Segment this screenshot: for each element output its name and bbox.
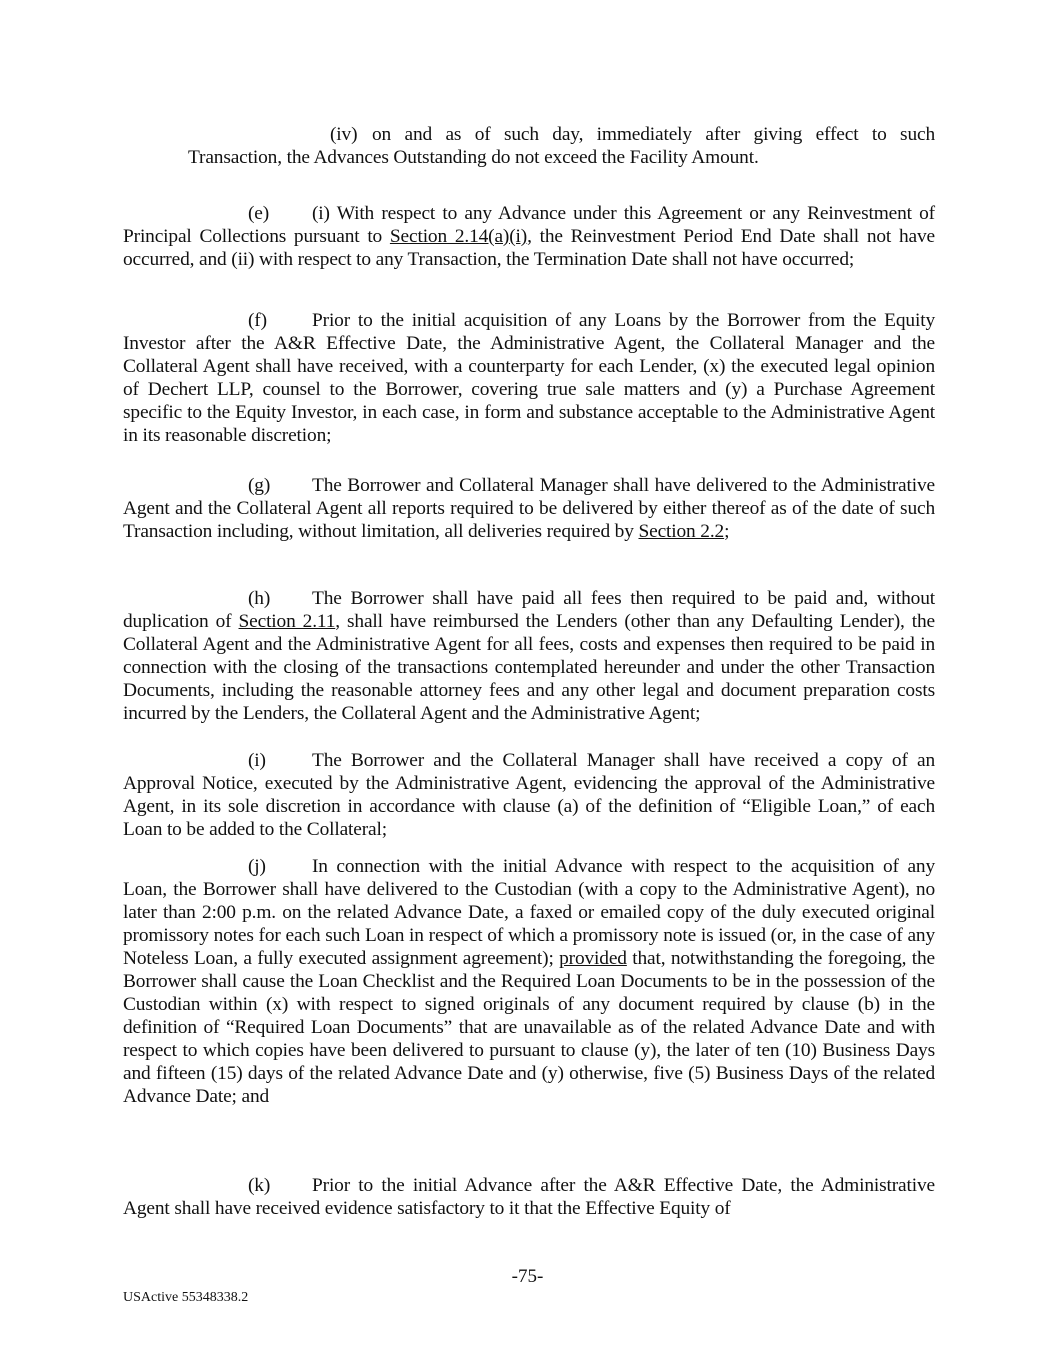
clause-label: (g) bbox=[248, 475, 271, 496]
clause-text: , shall have reimbursed the Lenders (other than any Defaulting Lender), the Collateral Agent and the Administrative Agent for all fees, costs and expenses then required to be paid in connection with the closing of the transactions contemplated hereunder and under the other Transaction Documents, including the reasonable attorney fees and any other legal and document preparation costs incurred by the Lenders, the Collateral Agent and the Administrative Agent; bbox=[123, 611, 935, 724]
clause-text: The Borrower and the Collateral Manager shall have received a copy of an Approval Notice, executed by the Administrative Agent, evidencing the approval of the Administrative Agent, in its sole discretion in accordance with clause (a) of the definition of “Eligible Loan,” of each Loan to be added to the Collateral; bbox=[123, 750, 935, 840]
section-reference: Section 2.11 bbox=[238, 611, 336, 632]
provided-term: provided bbox=[559, 948, 627, 969]
clause-text: (i) With respect to any Advance under this Agreement or any Reinvestment of Principal Collections pursuant to bbox=[123, 203, 935, 247]
clause-text: ; bbox=[724, 521, 730, 542]
document-id-footer: USActive 55348338.2 bbox=[123, 1290, 249, 1305]
clause-label: (h) bbox=[248, 588, 271, 609]
clause-text: that, notwithstanding the foregoing, the Borrower shall cause the Loan Checklist and the Required Loan Documents to be in the possession of the Custodian within (x) with respect to signed originals of any document required by clause (b) in the definition of “Required Loan Documents” that are unavailable as of the related Advance Date and with respect to which copies have been delivered to pursuant to clause (y), the later of ten (10) Business Days and fifteen (15) days of the related Advance Date and (y) otherwise, five (5) Business Days of the related Advance Date; and bbox=[123, 948, 935, 1107]
clause-text: on and as of such day, immediately after giving effect to such Transaction, the Advances Outstanding do not exceed the Facility Amount. bbox=[188, 124, 935, 168]
clause-label: (f) bbox=[248, 310, 267, 331]
clause-text: Prior to the initial acquisition of any Loans by the Borrower from the Equity Investor after the A&R Effective Date, the Administrative Agent, the Collateral Manager and the Collateral Agent shall have received, with a counterparty for each Lender, (x) the executed legal opinion of Dechert LLP, counsel to the Borrower, covering true sale matters and (y) a Purchase Agreement specific to the Equity Investor, in each case, in form and substance acceptable to the Administrative Agent in its reasonable discretion; bbox=[123, 310, 935, 446]
paragraph-f bbox=[123, 309, 935, 447]
clause-label: (j) bbox=[248, 856, 266, 877]
paragraph-h bbox=[123, 587, 935, 725]
page-number: -75- bbox=[511, 1266, 544, 1287]
clause-text: In connection with the initial Advance with respect to the acquisition of any Loan, the Borrower shall have delivered to the Custodian (with a copy to the Administrative Agent), no later than 2:00 p.m. on the related Advance Date, a faxed or emailed copy of the duly executed original promissory notes for each such Loan in respect of which a promissory note is issued (or, in the case of any Noteless Loan, a fully executed assignment agreement); bbox=[123, 856, 935, 969]
clause-label: (i) bbox=[248, 750, 266, 771]
paragraph-iv bbox=[188, 123, 935, 169]
section-reference: Section 2.14(a)(i) bbox=[389, 226, 528, 247]
clause-label: (e) bbox=[248, 203, 270, 224]
clause-label: (iv) bbox=[330, 124, 358, 145]
section-reference: Section 2.2 bbox=[638, 521, 725, 542]
clause-text: The Borrower shall have paid all fees then required to be paid and, without duplication of bbox=[123, 588, 935, 632]
paragraph-k bbox=[123, 1174, 935, 1220]
clause-text: Prior to the initial Advance after the A&R Effective Date, the Administrative Agent shall have received evidence satisfactory to it that the Effective Equity of bbox=[123, 1175, 935, 1219]
clause-label: (k) bbox=[248, 1175, 271, 1196]
clause-text: , the Reinvestment Period End Date shall not have occurred, and (ii) with respect to any Transaction, the Termination Date shall not have occurred; bbox=[123, 226, 935, 270]
paragraph-i bbox=[123, 749, 935, 841]
clause-text: The Borrower and Collateral Manager shall have delivered to the Administrative Agent and the Collateral Agent all reports required to be delivered by either thereof as of the date of such Transaction including, without limitation, all deliveries required by bbox=[123, 475, 935, 542]
paragraph-j bbox=[123, 855, 935, 1108]
paragraph-g bbox=[123, 474, 935, 543]
paragraph-e bbox=[123, 202, 935, 271]
